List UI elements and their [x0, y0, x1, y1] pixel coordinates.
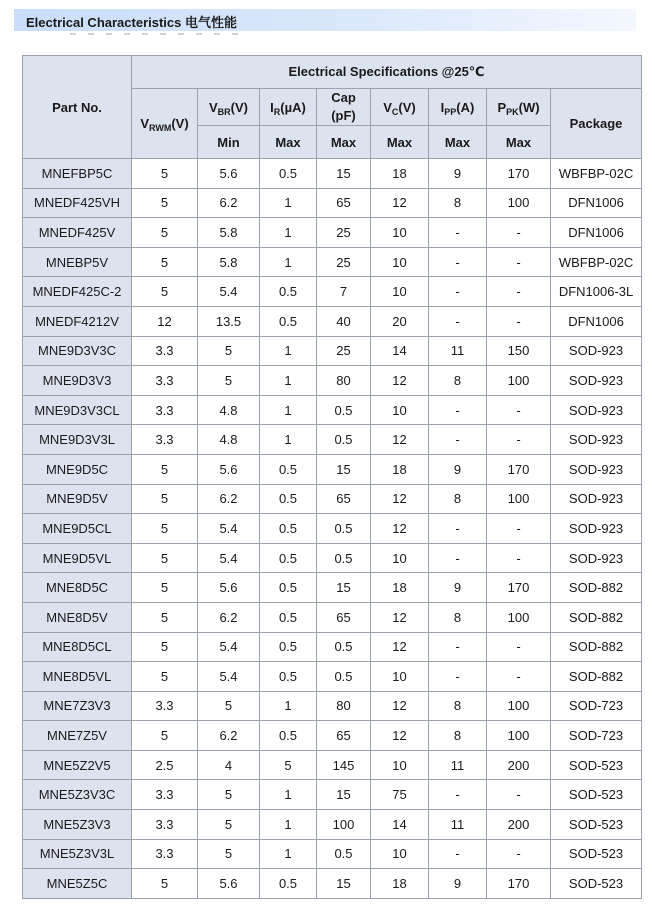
- ir-value: 0.5: [260, 306, 317, 336]
- table-row: [23, 780, 642, 810]
- vrwm-value: 12: [132, 306, 198, 336]
- ppk-value: -: [487, 425, 551, 455]
- vbr-value: 5.6: [198, 159, 260, 189]
- vbr-value: 13.5: [198, 306, 260, 336]
- vbr-value: 5: [198, 810, 260, 840]
- part-number: MNE5Z5C: [23, 869, 132, 899]
- table-row: [23, 247, 642, 277]
- cap-value: 7: [317, 277, 371, 307]
- part-number: MNE5Z3V3: [23, 810, 132, 840]
- package-value: SOD-523: [551, 839, 642, 869]
- vc-value: 12: [371, 721, 429, 751]
- ppk-value: 150: [487, 336, 551, 366]
- vrwm-value: 3.3: [132, 366, 198, 396]
- ipp-value: 9: [429, 454, 487, 484]
- ppk-value: 170: [487, 869, 551, 899]
- ppk-value: -: [487, 218, 551, 248]
- part-number: MNE8D5CL: [23, 632, 132, 662]
- table-row: [23, 662, 642, 692]
- table-row: [23, 632, 642, 662]
- vrwm-value: 5: [132, 573, 198, 603]
- ir-value: 0.5: [260, 632, 317, 662]
- cap-value: 15: [317, 159, 371, 189]
- table-row: [23, 721, 642, 751]
- vc-value: 12: [371, 188, 429, 218]
- vbr-value: 5.4: [198, 277, 260, 307]
- cap-value: 100: [317, 810, 371, 840]
- spec-table: [22, 55, 642, 899]
- ppk-value: -: [487, 395, 551, 425]
- vbr-value: 5.8: [198, 247, 260, 277]
- cap-value: 15: [317, 869, 371, 899]
- ir-value: 0.5: [260, 721, 317, 751]
- cap-value: 0.5: [317, 395, 371, 425]
- package-value: DFN1006: [551, 188, 642, 218]
- vbr-value: 5.4: [198, 662, 260, 692]
- table-row: [23, 395, 642, 425]
- vbr-value: 4: [198, 750, 260, 780]
- ipp-value: -: [429, 662, 487, 692]
- vrwm-value: 3.3: [132, 810, 198, 840]
- package-value: SOD-923: [551, 425, 642, 455]
- vrwm-value: 5: [132, 218, 198, 248]
- ipp-value: 8: [429, 721, 487, 751]
- ipp-value: 8: [429, 366, 487, 396]
- package-value: WBFBP-02C: [551, 159, 642, 189]
- vc-value: 18: [371, 869, 429, 899]
- ipp-value: 8: [429, 188, 487, 218]
- package-value: SOD-923: [551, 336, 642, 366]
- vrwm-value: 5: [132, 159, 198, 189]
- ipp-value: 8: [429, 484, 487, 514]
- ppk-value: 170: [487, 573, 551, 603]
- ppk-value: 100: [487, 721, 551, 751]
- cap-value: 0.5: [317, 425, 371, 455]
- ipp-value: -: [429, 780, 487, 810]
- ipp-value: -: [429, 839, 487, 869]
- part-number: MNE5Z2V5: [23, 750, 132, 780]
- ir-value: 1: [260, 218, 317, 248]
- vc-value: 10: [371, 218, 429, 248]
- ppk-value: -: [487, 306, 551, 336]
- ir-value: 1: [260, 425, 317, 455]
- ir-value: 1: [260, 839, 317, 869]
- vbr-value: 5: [198, 336, 260, 366]
- vc-value: 12: [371, 425, 429, 455]
- ipp-value: -: [429, 425, 487, 455]
- part-number: MNE7Z3V3: [23, 691, 132, 721]
- col-header-vrwm: $V_{RWM}(V)$: [132, 89, 198, 159]
- limit-label-max: Max: [317, 126, 371, 159]
- table-row: [23, 306, 642, 336]
- vrwm-value: 3.3: [132, 691, 198, 721]
- cap-value: 15: [317, 780, 371, 810]
- ir-value: 0.5: [260, 602, 317, 632]
- ipp-value: 9: [429, 159, 487, 189]
- table-row: [23, 218, 642, 248]
- vbr-value: 4.8: [198, 425, 260, 455]
- table-row: [23, 869, 642, 899]
- cap-value: 65: [317, 188, 371, 218]
- part-no-header: Part No.: [23, 56, 132, 159]
- part-number: MNE9D5VL: [23, 543, 132, 573]
- ir-value: 0.5: [260, 514, 317, 544]
- package-value: SOD-523: [551, 750, 642, 780]
- package-header: Package: [551, 89, 642, 159]
- ppk-value: -: [487, 514, 551, 544]
- cap-value: 80: [317, 366, 371, 396]
- ir-value: 1: [260, 810, 317, 840]
- package-value: SOD-923: [551, 366, 642, 396]
- ppk-value: 200: [487, 810, 551, 840]
- vc-value: 18: [371, 159, 429, 189]
- part-number: MNEDF425V: [23, 218, 132, 248]
- package-value: WBFBP-02C: [551, 247, 642, 277]
- vc-value: 10: [371, 662, 429, 692]
- vbr-value: 4.8: [198, 395, 260, 425]
- vbr-value: 5: [198, 691, 260, 721]
- cap-value: 0.5: [317, 514, 371, 544]
- vrwm-value: 5: [132, 277, 198, 307]
- part-number: MNEBP5V: [23, 247, 132, 277]
- ir-value: 0.5: [260, 543, 317, 573]
- ipp-value: -: [429, 218, 487, 248]
- ir-value: 0.5: [260, 662, 317, 692]
- ppk-value: -: [487, 247, 551, 277]
- package-value: SOD-923: [551, 514, 642, 544]
- ppk-value: 100: [487, 484, 551, 514]
- table-row: [23, 514, 642, 544]
- ppk-value: 100: [487, 691, 551, 721]
- vbr-value: 5: [198, 780, 260, 810]
- part-number: MNE9D5V: [23, 484, 132, 514]
- cap-value: 65: [317, 602, 371, 632]
- cap-value: 0.5: [317, 839, 371, 869]
- vrwm-value: 5: [132, 188, 198, 218]
- table-row: [23, 543, 642, 573]
- ir-value: 0.5: [260, 159, 317, 189]
- table-row: [23, 602, 642, 632]
- ipp-value: -: [429, 395, 487, 425]
- ipp-value: -: [429, 277, 487, 307]
- vrwm-value: 2.5: [132, 750, 198, 780]
- vbr-value: 6.2: [198, 484, 260, 514]
- vrwm-value: 3.3: [132, 780, 198, 810]
- ir-value: 1: [260, 247, 317, 277]
- table-row: [23, 839, 642, 869]
- vc-value: 12: [371, 514, 429, 544]
- cap-value: 0.5: [317, 632, 371, 662]
- package-value: SOD-923: [551, 454, 642, 484]
- ipp-value: -: [429, 632, 487, 662]
- vrwm-value: 5: [132, 721, 198, 751]
- vrwm-value: 5: [132, 632, 198, 662]
- cap-value: 40: [317, 306, 371, 336]
- vc-value: 75: [371, 780, 429, 810]
- cap-value: 65: [317, 484, 371, 514]
- cap-value: 145: [317, 750, 371, 780]
- part-number: MNE9D3V3C: [23, 336, 132, 366]
- part-number: MNEDF425VH: [23, 188, 132, 218]
- section-header-bar: [14, 9, 636, 31]
- ipp-value: 11: [429, 336, 487, 366]
- ir-value: 5: [260, 750, 317, 780]
- ipp-value: 11: [429, 750, 487, 780]
- package-value: SOD-723: [551, 721, 642, 751]
- ppk-value: 100: [487, 366, 551, 396]
- cap-value: 0.5: [317, 662, 371, 692]
- vc-value: 10: [371, 750, 429, 780]
- cap-value: 25: [317, 218, 371, 248]
- ppk-value: -: [487, 839, 551, 869]
- vbr-value: 6.2: [198, 188, 260, 218]
- package-value: DFN1006: [551, 306, 642, 336]
- ppk-value: -: [487, 780, 551, 810]
- cap-value: 0.5: [317, 543, 371, 573]
- table-row: [23, 484, 642, 514]
- ir-value: 0.5: [260, 869, 317, 899]
- package-value: SOD-882: [551, 602, 642, 632]
- vbr-value: 5.6: [198, 869, 260, 899]
- col-header-vc: $V_C(V)$: [371, 89, 429, 126]
- table-row: [23, 750, 642, 780]
- vc-value: 12: [371, 484, 429, 514]
- part-number: MNE9D5C: [23, 454, 132, 484]
- table-row: [23, 277, 642, 307]
- vc-value: 14: [371, 336, 429, 366]
- package-value: SOD-882: [551, 632, 642, 662]
- vrwm-value: 5: [132, 484, 198, 514]
- part-number: MNE8D5V: [23, 602, 132, 632]
- cap-value: 65: [317, 721, 371, 751]
- vc-value: 12: [371, 691, 429, 721]
- vrwm-value: 5: [132, 602, 198, 632]
- ir-value: 1: [260, 336, 317, 366]
- package-value: SOD-723: [551, 691, 642, 721]
- vbr-value: 5.4: [198, 632, 260, 662]
- ppk-value: 200: [487, 750, 551, 780]
- package-value: DFN1006-3L: [551, 277, 642, 307]
- part-number: MNE9D3V3: [23, 366, 132, 396]
- vrwm-value: 3.3: [132, 395, 198, 425]
- col-header-ipp: $I_{PP}(A)$: [429, 89, 487, 126]
- ipp-value: -: [429, 514, 487, 544]
- cap-value: 15: [317, 573, 371, 603]
- part-number: MNE5Z3V3L: [23, 839, 132, 869]
- part-number: MNE7Z5V: [23, 721, 132, 751]
- table-row: [23, 573, 642, 603]
- ipp-value: -: [429, 247, 487, 277]
- ppk-value: -: [487, 277, 551, 307]
- vrwm-value: 5: [132, 543, 198, 573]
- part-number: MNE8D5C: [23, 573, 132, 603]
- package-value: SOD-523: [551, 780, 642, 810]
- ipp-value: 11: [429, 810, 487, 840]
- ipp-value: 8: [429, 691, 487, 721]
- ir-value: 0.5: [260, 277, 317, 307]
- vbr-value: 5.8: [198, 218, 260, 248]
- ir-value: 1: [260, 188, 317, 218]
- ppk-value: -: [487, 543, 551, 573]
- ir-value: 0.5: [260, 454, 317, 484]
- vbr-value: 5.6: [198, 573, 260, 603]
- vc-value: 12: [371, 632, 429, 662]
- vrwm-value: 5: [132, 454, 198, 484]
- package-value: SOD-923: [551, 395, 642, 425]
- part-number: MNEDF4212V: [23, 306, 132, 336]
- ppk-value: 100: [487, 602, 551, 632]
- package-value: SOD-523: [551, 810, 642, 840]
- package-value: DFN1006: [551, 218, 642, 248]
- table-row: [23, 188, 642, 218]
- part-number: MNE5Z3V3C: [23, 780, 132, 810]
- vrwm-value: 5: [132, 247, 198, 277]
- table-row: [23, 454, 642, 484]
- vc-value: 12: [371, 602, 429, 632]
- ppk-value: -: [487, 662, 551, 692]
- package-value: SOD-923: [551, 484, 642, 514]
- ppk-value: 170: [487, 159, 551, 189]
- limit-label-max: Max: [429, 126, 487, 159]
- vc-value: 20: [371, 306, 429, 336]
- ir-value: 1: [260, 780, 317, 810]
- vrwm-value: 5: [132, 662, 198, 692]
- vbr-value: 5.6: [198, 454, 260, 484]
- part-number: MNE9D5CL: [23, 514, 132, 544]
- col-header-ppk: $P_{PK}(W)$: [487, 89, 551, 126]
- vc-value: 10: [371, 277, 429, 307]
- spec-header: Electrical Specifications @25℃: [132, 56, 642, 89]
- ir-value: 1: [260, 691, 317, 721]
- section-title: Electrical Characteristics 电气性能: [26, 15, 237, 30]
- limit-label-max: Max: [487, 126, 551, 159]
- vbr-value: 6.2: [198, 602, 260, 632]
- vrwm-value: 5: [132, 514, 198, 544]
- table-row: [23, 159, 642, 189]
- cap-value: 25: [317, 336, 371, 366]
- part-number: MNE9D3V3CL: [23, 395, 132, 425]
- vc-value: 14: [371, 810, 429, 840]
- vbr-value: 5.4: [198, 543, 260, 573]
- ipp-value: 8: [429, 602, 487, 632]
- table-row: [23, 425, 642, 455]
- vc-value: 12: [371, 366, 429, 396]
- package-value: SOD-882: [551, 573, 642, 603]
- ir-value: 0.5: [260, 573, 317, 603]
- vc-value: 10: [371, 247, 429, 277]
- divider: [70, 33, 250, 35]
- limit-label-max: Max: [371, 126, 429, 159]
- vc-value: 10: [371, 543, 429, 573]
- part-number: MNE8D5VL: [23, 662, 132, 692]
- ppk-value: 100: [487, 188, 551, 218]
- limit-label-max: Max: [260, 126, 317, 159]
- vc-value: 10: [371, 395, 429, 425]
- package-value: SOD-882: [551, 662, 642, 692]
- vbr-value: 5: [198, 839, 260, 869]
- part-number: MNEDF425C-2: [23, 277, 132, 307]
- cap-value: 15: [317, 454, 371, 484]
- vrwm-value: 3.3: [132, 336, 198, 366]
- vbr-value: 5: [198, 366, 260, 396]
- col-header-ir: $I_R(\mu A)$: [260, 89, 317, 126]
- vc-value: 18: [371, 573, 429, 603]
- table-row: [23, 810, 642, 840]
- table-row: [23, 366, 642, 396]
- ipp-value: -: [429, 543, 487, 573]
- vc-value: 10: [371, 839, 429, 869]
- ppk-value: -: [487, 632, 551, 662]
- ipp-value: 9: [429, 869, 487, 899]
- col-header-cap: Cap (pF): [317, 89, 371, 126]
- package-value: SOD-523: [551, 869, 642, 899]
- ipp-value: 9: [429, 573, 487, 603]
- vc-value: 18: [371, 454, 429, 484]
- ir-value: 1: [260, 366, 317, 396]
- cap-value: 25: [317, 247, 371, 277]
- vbr-value: 5.4: [198, 514, 260, 544]
- ipp-value: -: [429, 306, 487, 336]
- part-number: MNEFBP5C: [23, 159, 132, 189]
- ir-value: 0.5: [260, 484, 317, 514]
- cap-value: 80: [317, 691, 371, 721]
- ppk-value: 170: [487, 454, 551, 484]
- vbr-value: 6.2: [198, 721, 260, 751]
- part-number: MNE9D3V3L: [23, 425, 132, 455]
- vrwm-value: 3.3: [132, 839, 198, 869]
- vrwm-value: 5: [132, 869, 198, 899]
- spec-table-body: [23, 159, 642, 899]
- package-value: SOD-923: [551, 543, 642, 573]
- vrwm-value: 3.3: [132, 425, 198, 455]
- limit-label-min: Min: [198, 126, 260, 159]
- ir-value: 1: [260, 395, 317, 425]
- table-row: [23, 691, 642, 721]
- table-row: [23, 336, 642, 366]
- col-header-vbr: $V_{BR}(V)$: [198, 89, 260, 126]
